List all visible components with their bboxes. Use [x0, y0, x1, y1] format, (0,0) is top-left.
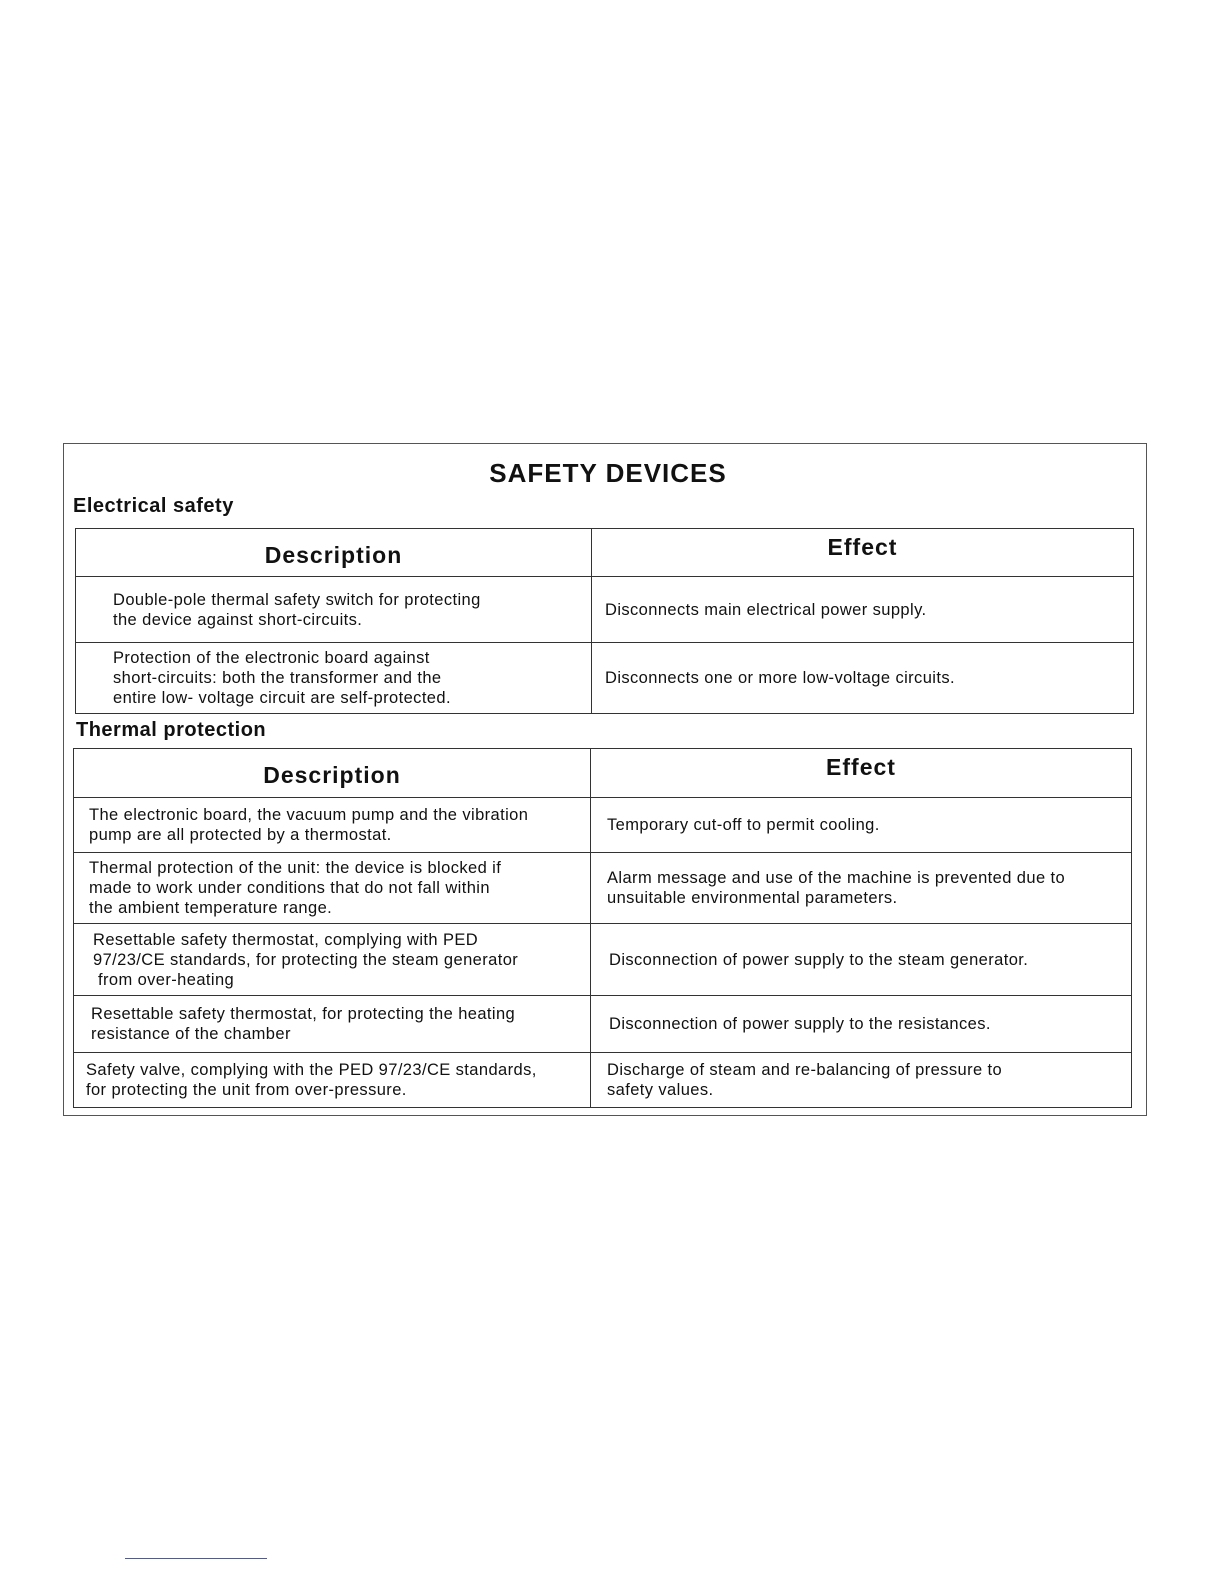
effect-cell	[591, 996, 1132, 1053]
description-line: The electronic board, the vacuum pump and the vibration	[89, 806, 529, 824]
effect-column-header: Effect	[591, 749, 1132, 798]
effect-cell	[591, 853, 1132, 924]
effect-line: Alarm message and use of the machine is prevented due to	[607, 869, 1066, 887]
thermal-protection-table	[73, 748, 1132, 1108]
description-cell	[76, 643, 592, 714]
table-row	[74, 924, 1132, 996]
description-line: entire low- voltage circuit are self-protected.	[113, 689, 451, 707]
table-header-row	[74, 749, 1132, 798]
description-column-header: Description	[76, 529, 592, 577]
description-cell	[74, 1053, 591, 1108]
effect-cell	[591, 798, 1132, 853]
electrical-safety-table	[75, 528, 1134, 714]
description-line: resistance of the chamber	[91, 1025, 291, 1043]
table-row	[76, 643, 1134, 714]
description-cell	[74, 853, 591, 924]
effect-cell	[591, 924, 1132, 996]
description-line: Protection of the electronic board against	[113, 649, 430, 667]
effect-line: Disconnection of power supply to the steam generator.	[609, 950, 1029, 969]
description-line: short-circuits: both the transformer and the	[113, 669, 442, 687]
description-line: Double-pole thermal safety switch for protecting	[113, 590, 481, 609]
description-line: for protecting the unit from over-pressure.	[86, 1081, 407, 1099]
effect-line: Disconnection of power supply to the resistances.	[609, 1015, 991, 1033]
effect-cell	[592, 643, 1134, 714]
description-cell	[76, 577, 592, 643]
description-cell	[74, 924, 591, 996]
table-header-row	[76, 529, 1134, 577]
effect-line: unsuitable environmental parameters.	[607, 889, 898, 907]
description-line: the device against short-circuits.	[113, 610, 363, 629]
description-cell	[74, 798, 591, 853]
effect-line: Disconnects one or more low-voltage circuits.	[605, 669, 955, 687]
effect-cell	[592, 577, 1134, 643]
table-row	[76, 577, 1134, 643]
table-row	[74, 798, 1132, 853]
description-column-header: Description	[74, 749, 591, 798]
table-row	[74, 853, 1132, 924]
description-line: Resettable safety thermostat, for protecting the heating	[91, 1005, 516, 1023]
description-line: Resettable safety thermostat, complying with PED	[93, 930, 479, 949]
description-line: from over-heating	[98, 970, 235, 989]
description-line: pump are all protected by a thermostat.	[89, 826, 392, 844]
description-line: 97/23/CE standards, for protecting the steam generator	[93, 950, 519, 969]
effect-column-header: Effect	[592, 529, 1134, 577]
effect-line: Discharge of steam and re-balancing of pressure to	[607, 1061, 1003, 1079]
description-line: made to work under conditions that do not fall within	[89, 879, 490, 897]
effect-line: safety values.	[607, 1081, 714, 1099]
description-line: the ambient temperature range.	[89, 899, 333, 917]
footer-rule	[125, 1558, 267, 1559]
effect-line: Temporary cut-off to permit cooling.	[607, 816, 880, 834]
description-line: Thermal protection of the unit: the device is blocked if	[89, 859, 502, 877]
effect-cell	[591, 1053, 1132, 1108]
thermal-protection-heading: Thermal protection	[76, 719, 267, 741]
description-cell	[74, 996, 591, 1053]
electrical-safety-heading: Electrical safety	[73, 495, 234, 517]
page-title: SAFETY DEVICES	[489, 458, 727, 488]
table-row	[74, 996, 1132, 1053]
description-line: Safety valve, complying with the PED 97/23/CE standards,	[86, 1061, 537, 1079]
table-row	[74, 1053, 1132, 1108]
effect-line: Disconnects main electrical power supply.	[605, 600, 927, 619]
